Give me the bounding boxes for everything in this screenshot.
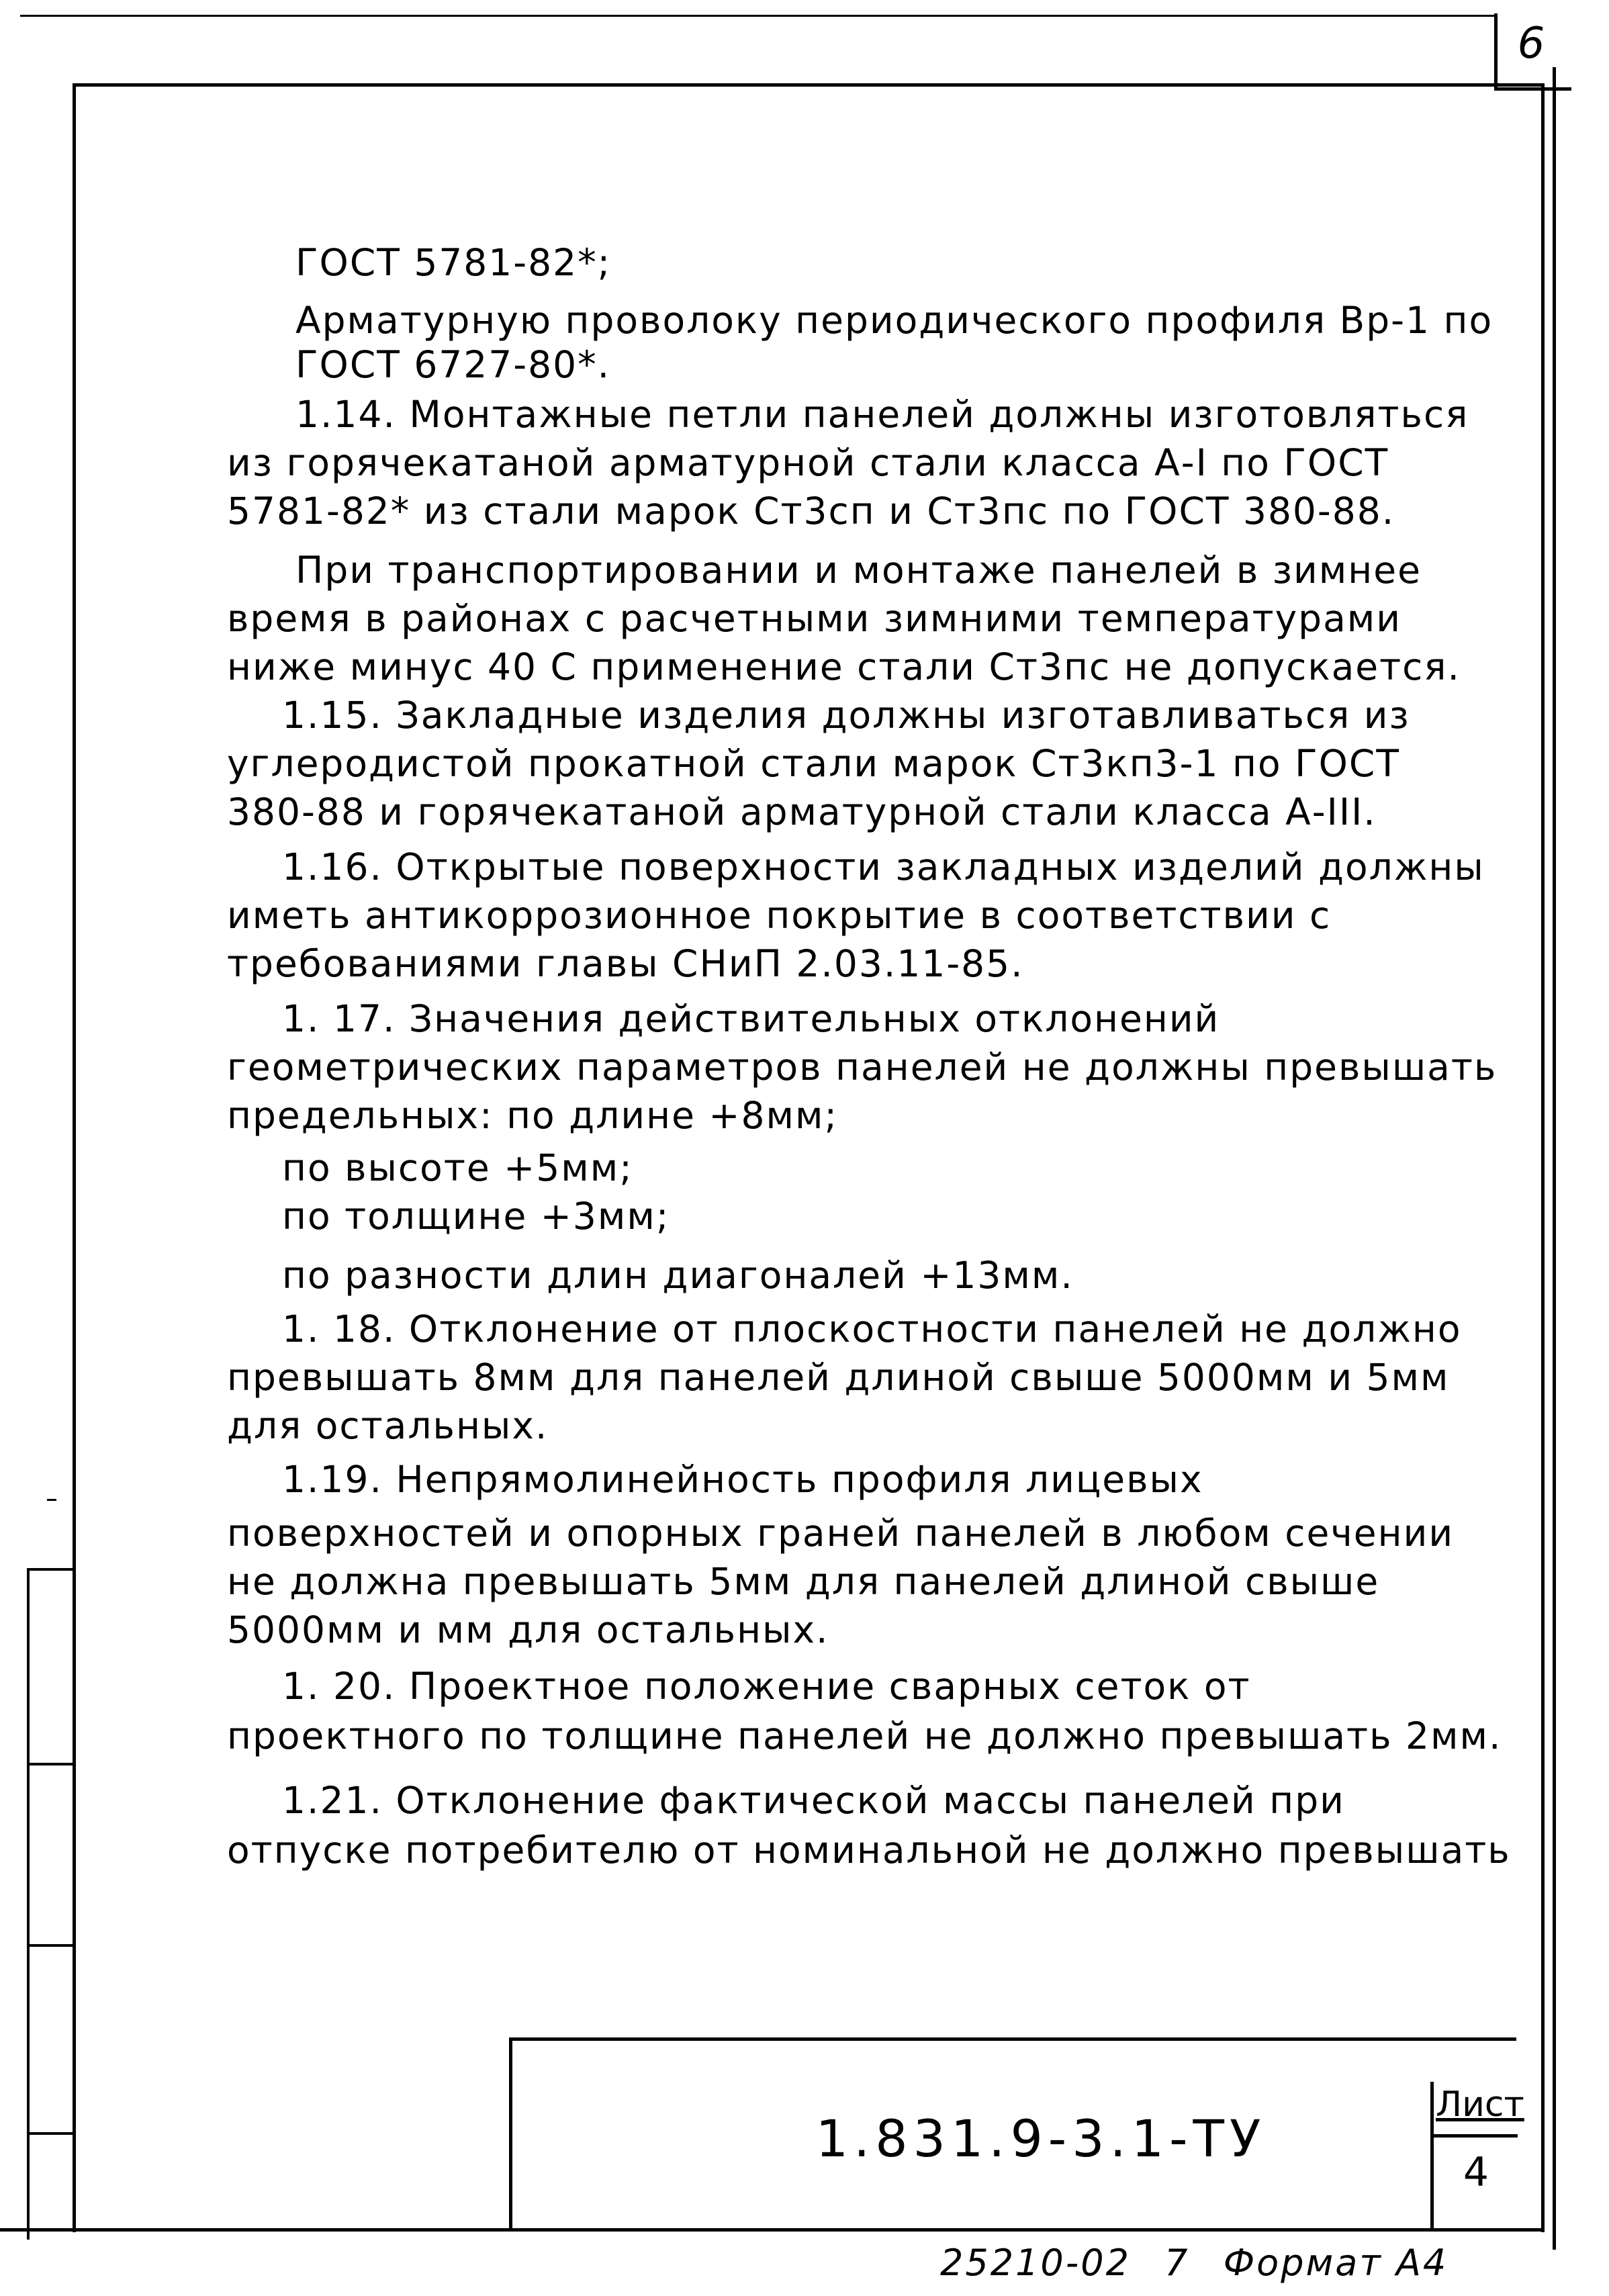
text-line: требованиями главы СНиП 2.03.11-85. [227,942,1024,985]
text-line: Арматурную проволоку периодического профиля Вр-1 по [295,299,1493,342]
text-line: время в районах с расчетными зимними температурами [227,597,1402,640]
text-line: не должна превышать 5мм для панелей длиной свыше [227,1560,1380,1603]
text-line: 5000мм и мм для остальных. [227,1608,829,1651]
sheet-cell-divider [1430,2134,1518,2138]
text-line: поверхностей и опорных граней панелей в любом сечении [227,1512,1455,1555]
text-line: 1.15. Закладные изделия должны изготавливаться из [282,694,1410,737]
page-number: 6 [1517,19,1545,68]
sheet-number: 4 [1463,2149,1489,2196]
binding-strip-divider [27,2132,75,2135]
text-line: превышать 8мм для панелей длиной свыше 5000мм и 5мм [227,1356,1450,1399]
text-line: ГОСТ 5781-82*; [295,241,612,284]
text-line: 1.16. Открытые поверхности закладных изделий должны [282,845,1485,888]
order-number: 25210-02 [940,2242,1131,2284]
text-line: по разности длин диагоналей +13мм. [282,1254,1074,1297]
text-line: углеродистой прокатной стали марок Ст3кп3-1 по ГОСТ [227,742,1400,785]
margin-tick [47,1499,56,1501]
text-line: ГОСТ 6727-80*. [295,343,611,386]
text-line: 380-88 и горячекатаной арматурной стали класса А-III. [227,790,1377,833]
document-code: 1.831.9-3.1-ТУ [815,2109,1267,2168]
text-line: 1. 18. Отклонение от плоскостности панелей не должно [282,1307,1462,1350]
binding-strip-divider [27,1763,75,1765]
text-line: проектного по толщине панелей не должно превышать 2мм. [227,1714,1502,1757]
text-line: отпуске потребителю от номинальной не должно превышать [227,1829,1511,1872]
text-line: для остальных. [227,1404,549,1447]
text-line: по толщине +3мм; [282,1195,670,1238]
text-line: 1.21. Отклонение фактической массы панелей при [282,1779,1345,1822]
bottom-border-line [0,2228,1545,2232]
binding-strip [27,1568,77,2240]
top-border-line [20,15,1498,17]
text-line: геометрических параметров панелей не должны превышать [227,1046,1498,1089]
binding-strip-divider [27,1568,75,1571]
right-outer-line [1553,67,1556,2250]
text-line: иметь антикоррозионное покрытие в соответствии с [227,894,1332,937]
text-line: предельных: по длине +8мм; [227,1094,838,1137]
text-line: из горячекатаной арматурной стали класса А-I по ГОСТ [227,441,1389,484]
paper-format: Формат А4 [1223,2242,1449,2284]
text-line: 1. 20. Проектное положение сварных сеток от [282,1665,1251,1708]
binding-strip-divider [27,1944,75,1947]
text-line: 1.14. Монтажные петли панелей должны изготовляться [295,393,1469,436]
text-line: 1.19. Непрямолинейность профиля лицевых [282,1458,1203,1501]
text-line: 5781-82* из стали марок Ст3сп и Ст3пс по ГОСТ 380-88. [227,490,1395,533]
sheet-label: Лист [1436,2084,1524,2125]
text-line: ниже минус 40 С применение стали Ст3пс не допускается. [227,645,1461,688]
text-line: по высоте +5мм; [282,1146,633,1189]
text-line: При транспортировании и монтаже панелей в зимнее [295,549,1422,592]
footer [940,2242,1545,2284]
copy-number: 7 [1164,2242,1190,2284]
text-line: 1. 17. Значения действительных отклонений [282,997,1220,1040]
